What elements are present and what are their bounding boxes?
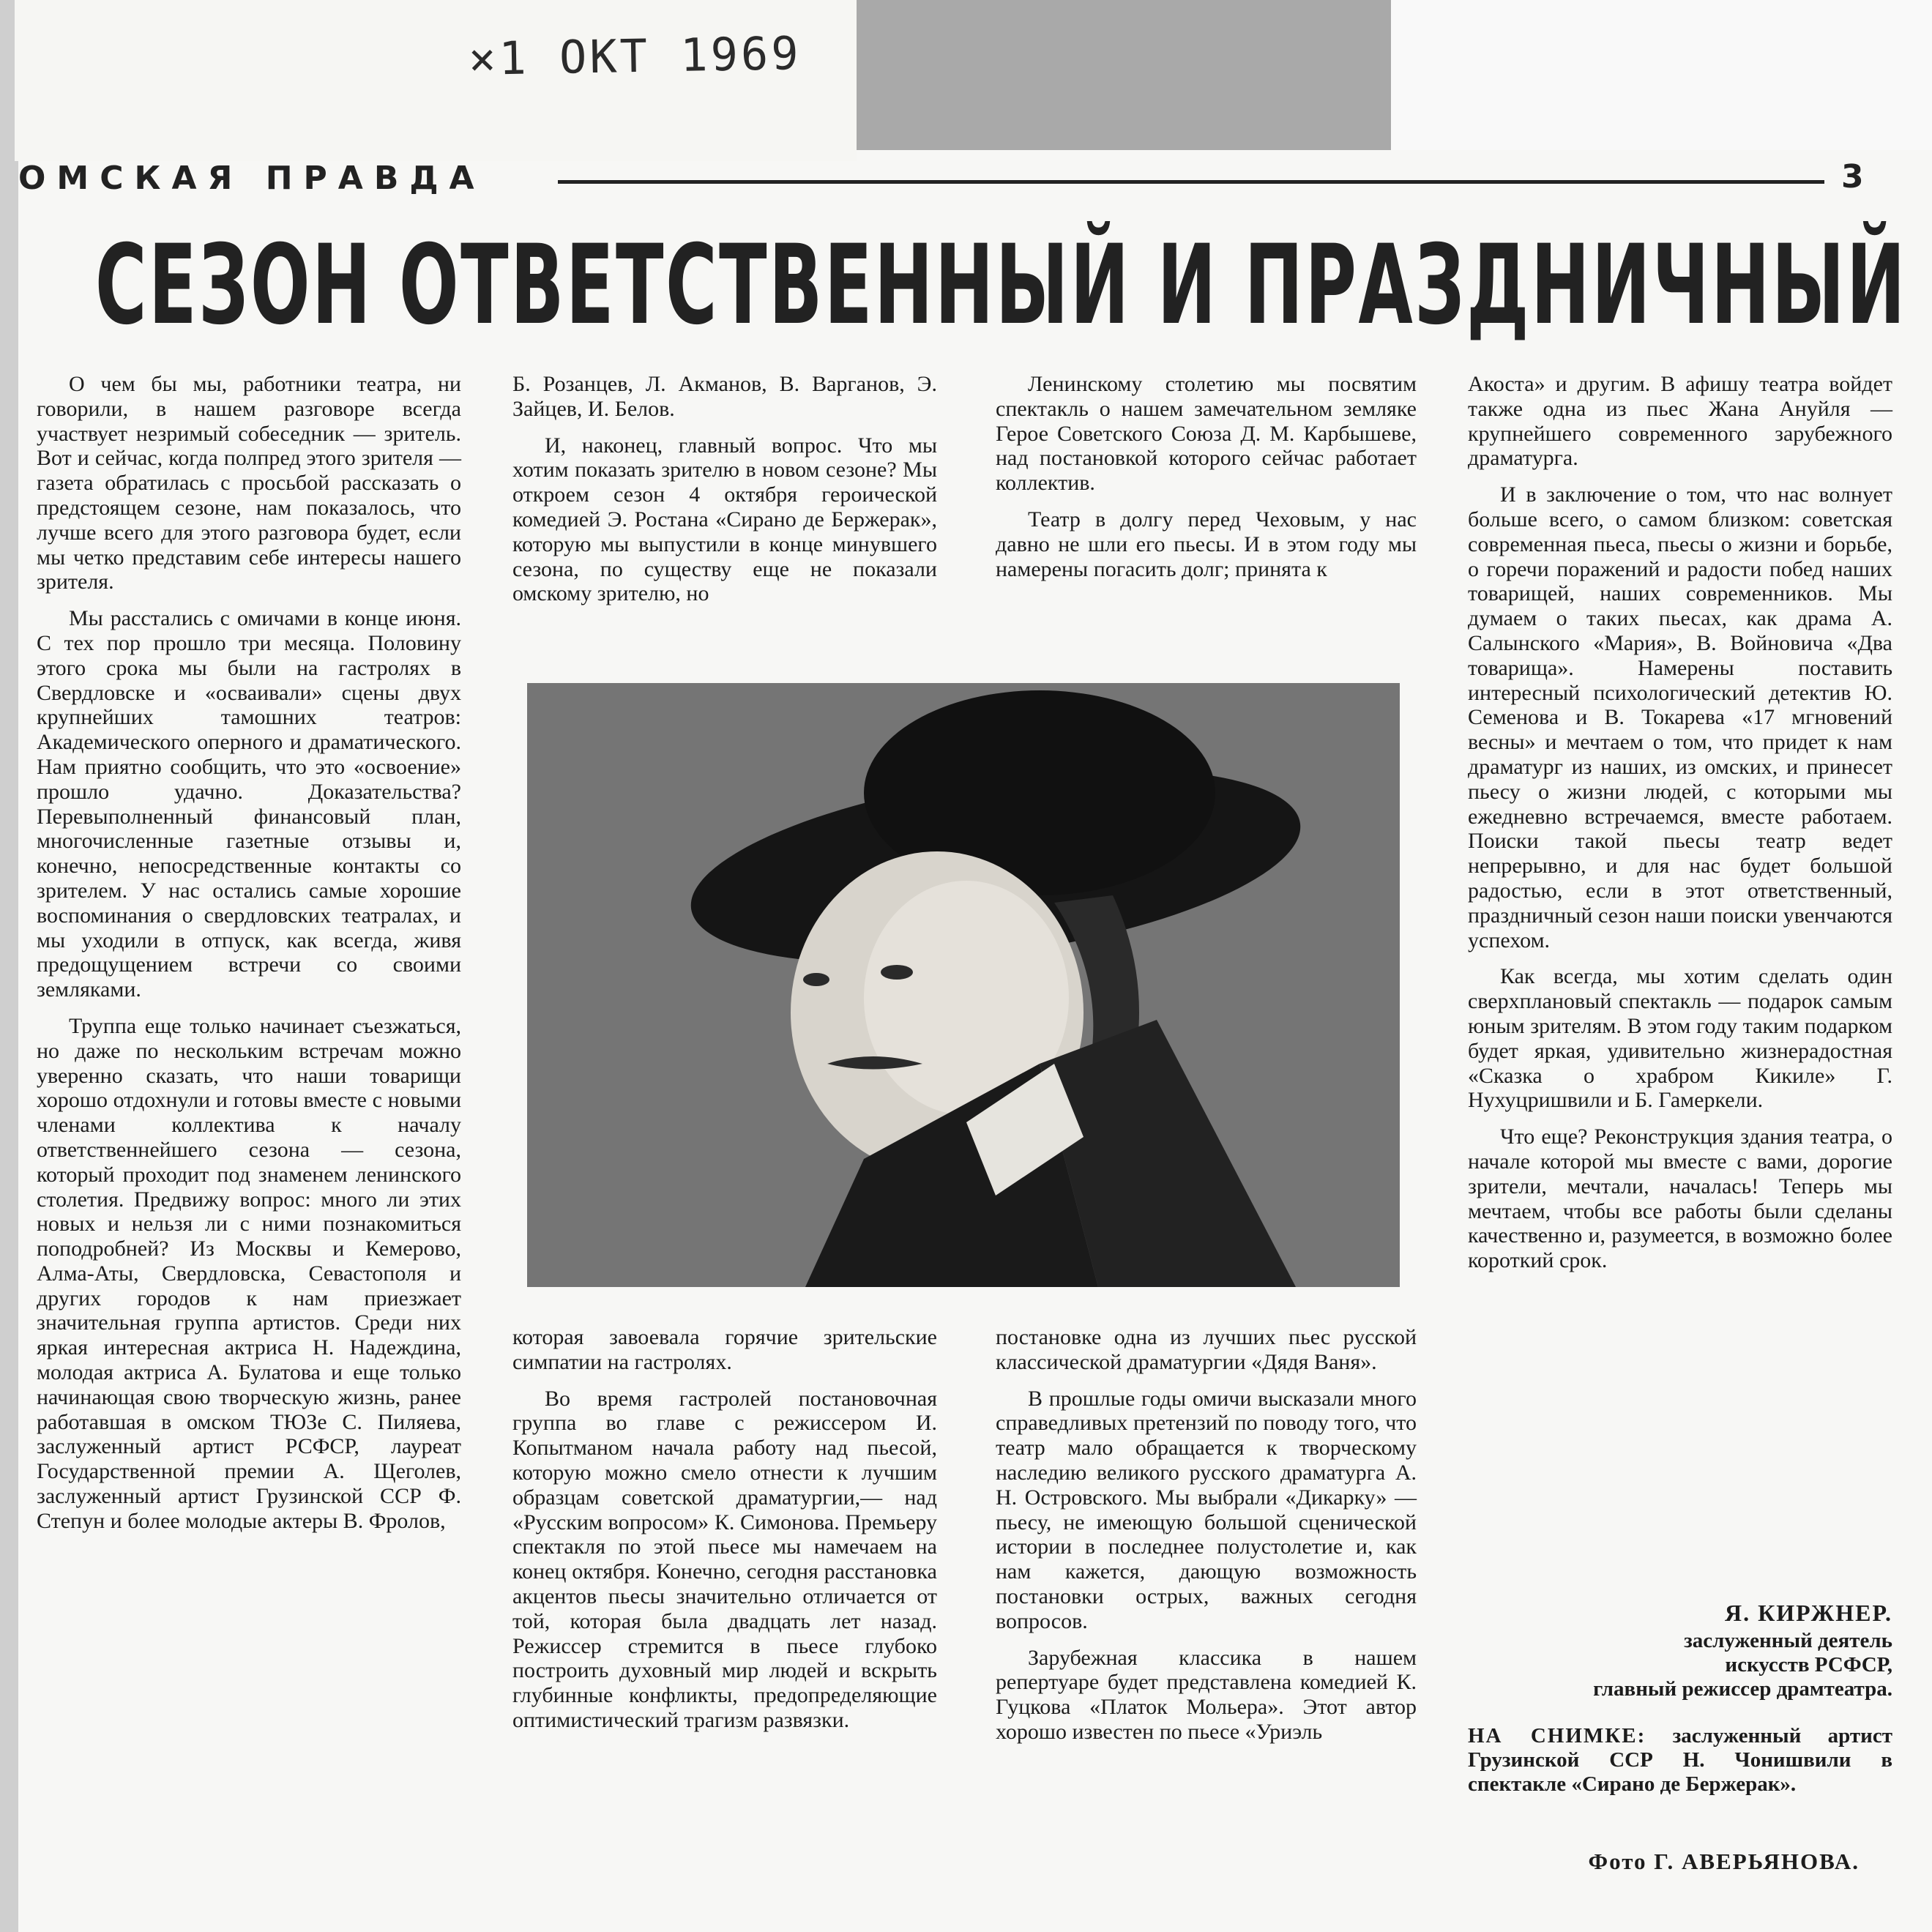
author-title-line: заслуженный деятель [1684, 1629, 1892, 1652]
paragraph: И, наконец, главный вопрос. Что мы хотим показать зрителю в новом сезоне? Мы откроем сезон 4 октября героической комедией Э. Ростана «Сирано де Бержерак», которую мы выпустили в конце минувшего сезона, по существу еще не показали омскому зрителю, но [512, 433, 937, 606]
masthead-rule [558, 180, 1824, 184]
paragraph: В прошлые годы омичи высказали много справедливых претензий по поводу того, что театр мало обращается к творческому наследию великого русского драматурга А. Н. Островского. Мы выбрали «Дикарку» — пьесу, не имеющую большой сценической истории в последнее полустолетие и, как нам кажется, дающую возможность постановки острых, важных сегодня вопросов. [996, 1386, 1417, 1633]
paragraph: Театр в долгу перед Чеховым, у нас давно не шли его пьесы. И в этом году мы намерены погасить долг; принята к [996, 507, 1417, 581]
paragraph: Акоста» и другим. В афишу театра войдет также одна из пьес Жана Ануйля — крупнейшего современного зарубежного драматурга. [1468, 372, 1892, 471]
author-title-line: искусств РСФСР, [1725, 1653, 1892, 1676]
paragraph: И в заключение о том, что нас волнует больше всего, о самом близком: советская современная пьеса, пьесы о жизни и борьбе, о горечи поражений и радости побед наших товарищей, наших современников. Мы думаем о таких пьесах, как драма А. Салынского «Мария», В. Войновича «Два товарища». Намерены поставить интересный психологический детектив Ю. Семенова и В. Токарева «17 мгновений весны» и мечтаем о том, что придет к нам драматург из наших, из омских, и принесет пьесу о жизни людей, с которыми мы ежедневно встречаемся, вместе работаем. Поиски такой пьесы театр ведет непрерывно, и для нас будет большой радостью, если в этот ответственный, праздничный сезон наши поиски увенчаются успехом. [1468, 482, 1892, 952]
date-stamp: ×1 ОКТ 1969 [468, 26, 802, 86]
article-column-1 [37, 372, 461, 1545]
paragraph: О чем бы мы, работники театра, ни говорили, в нашем разговоре всегда участвует незримый собеседник — зритель. Вот и сейчас, когда полпред этого зрителя — газета обратилась с просьбой рассказать о предстоящем сезоне, нам показалось, что лучше всего для этого разговора будет, если мы четко представим себе интересы нашего зрителя. [37, 372, 461, 594]
caption-text: заслуженный артист Грузинской ССР Н. Чонишвили в спектакле «Сирано де Бержерак». [1468, 1724, 1892, 1796]
paragraph: Во время гастролей постановочная группа во главе с режиссером И. Копытманом начала работу над пьесой, которую можно смело отнести к лучшим образцам советской драматургии,— над «Русским вопросом» К. Симонова. Премьеру спектакля по этой пьесе мы намечаем на конец октября. Конечно, сегодня расстановка акцентов пьесы значительно отличается от той, которая была двадцать лет назад. Режиссер стремится в пьесе глубоко построить духовный мир людей и вскрыть глубинные конфликты, предопределяющие оптимистический трагизм развязки. [512, 1386, 937, 1732]
author-name: Я. КИРЖНЕР. [1724, 1600, 1892, 1626]
scan-margin-left [0, 0, 18, 1932]
actor-photo [527, 683, 1400, 1287]
article-column-2-bottom [512, 1325, 937, 1745]
paragraph: Мы расстались с омичами в конце июня. С тех пор прошло три месяца. Половину этого срока мы были на гастролях в Свердловске и «осваивали» сцены двух крупнейших тамошних театров: Академического оперного и драматического. Нам приятно сообщить, что это «освоение» прошло удачно. Доказательства? Перевыполненный финансовый план, многочисленные газетные отзывы и, конечно, непосредственные контакты со зрителем. У нас остались самые хорошие воспоминания о свердловских театралах, и мы уходили в отпуск, как всегда, живя предощущением встречи со своими земляками. [37, 606, 461, 1002]
article-column-4 [1468, 372, 1892, 1285]
paragraph: постановке одна из лучших пьес русской классической драматургии «Дядя Ваня». [996, 1325, 1417, 1374]
newspaper-masthead: ОМСКАЯ ПРАВДА [18, 160, 485, 197]
portrait-image [527, 683, 1400, 1287]
paragraph: которая завоевала горячие зрительские симпатии на гастролях. [512, 1325, 937, 1374]
article-headline: СЕЗОН ОТВЕТСТВЕННЫЙ И ПРАЗДНИЧНЫЙ [95, 222, 1907, 349]
paragraph: Зарубежная классика в нашем репертуаре будет представлена комедией К. Гуцкова «Платок Мольера». Этот автор хорошо известен по пьесе «Уриэль [996, 1645, 1417, 1744]
paragraph: Труппа еще только начинает съезжаться, но даже по нескольким встречам можно уверенно сказать, что наши товарищи хорошо отдохнули и готовы вместе с новыми членами коллектива к началу ответственнейшего сезона — сезона, который проходит под знаменем ленинского столетия. Предвижу вопрос: много ли этих новых и нельзя ли с ними познакомиться поподробней? Из Москвы и Кемерово, Алма-Аты, Свердловска, Севастополя и других городов к нам приезжает значительная группа артистов. Среди них яркая интересная актриса Н. Надеждина, молодая актриса А. Булатова и еще только начинающая свою творческую жизнь, ранее работавшая в омском ТЮЗе С. Пиляева, заслуженный артист РСФСР, лауреат Государственной премии А. Щеголев, заслуженный артист Грузинской ССР Ф. Степун и более молодые актеры В. Фролов, [37, 1013, 461, 1533]
page-number: 3 [1841, 158, 1864, 195]
photo-credit: Фото Г. АВЕРЬЯНОВА. [1588, 1849, 1860, 1874]
author-title-line: главный режиссер драмтеатра. [1593, 1677, 1892, 1701]
article-column-2-top [512, 372, 937, 618]
photo-caption [1468, 1724, 1892, 1797]
scan-margin-top-right [1391, 0, 1932, 150]
article-column-3-bottom [996, 1325, 1417, 1756]
scan-margin-top [842, 0, 1391, 150]
article-column-3-top [996, 372, 1417, 593]
paragraph: Как всегда, мы хотим сделать один сверхплановый спектакль — подарок самым юным зрителям. В этом году таким подарком будет яркая, удивительно жизнерадостная «Сказка о храбром Кикиле» Г. Нухуцришвили и Б. Гамеркели. [1468, 964, 1892, 1113]
caption-lead: НА СНИМКЕ: [1468, 1724, 1646, 1748]
paragraph: Что еще? Реконструкция здания театра, о начале которой мы вместе с вами, дорогие зрители, мечтали, началась! Теперь мы мечтаем, чтобы все работы были сделаны качественно и, разумеется, в возможно более короткий срок. [1468, 1124, 1892, 1273]
author-title [1468, 1629, 1892, 1701]
paragraph: Ленинскому столетию мы посвятим спектакль о нашем замечательном земляке Герое Советского Союза Д. М. Карбышеве, над постановкой которого сейчас работает коллектив. [996, 372, 1417, 496]
paragraph: Б. Розанцев, Л. Акманов, В. Варганов, Э. Зайцев, И. Белов. [512, 372, 937, 421]
